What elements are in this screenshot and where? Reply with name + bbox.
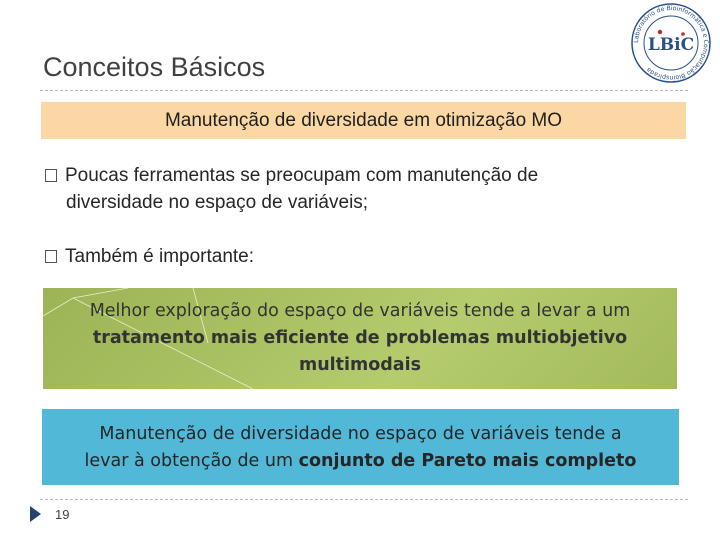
footer-divider [40,499,688,500]
subtitle-text: Manutenção de diversidade em otimização MO [164,109,563,131]
green-box-line1: Melhor exploração do espaço de variáveis tende a levar a um [89,301,631,321]
logo-text: LBiC [647,35,695,55]
green-box-line2: tratamento mais eficiente de problemas multiobjetivo [92,328,628,348]
green-box-line3: multimodais [298,355,422,375]
bullet-square-icon [45,250,57,263]
highlight-box-green [43,288,677,389]
page-number: 19 [55,507,70,522]
bullet-text-line2: diversidade no espaço de variáveis; [66,192,369,213]
blue-box-line2-plain: levar à obtenção de um [84,451,299,471]
bullet-item [45,243,254,270]
bullet-item [45,162,665,216]
highlight-box-blue [42,409,679,485]
logo-ring-text: Laboratório de Bioinformática e Computação Bioinspirada [632,4,710,82]
subtitle-bar [41,102,686,139]
bullet-square-icon [45,169,57,182]
blue-box-line2-bold: conjunto de Pareto mais completo [298,451,637,471]
blue-box-line1: Manutenção de diversidade no espaço de variáveis tende a [99,424,622,444]
triangle-right-icon [30,506,41,522]
title-divider [40,90,688,91]
slide-title: Conceitos Básicos [43,52,266,82]
bullet-text-line1: Poucas ferramentas se preocupam com manutenção de [65,165,539,186]
bullet-text-line1: Também é importante: [65,246,255,267]
lbic-logo [630,2,712,84]
